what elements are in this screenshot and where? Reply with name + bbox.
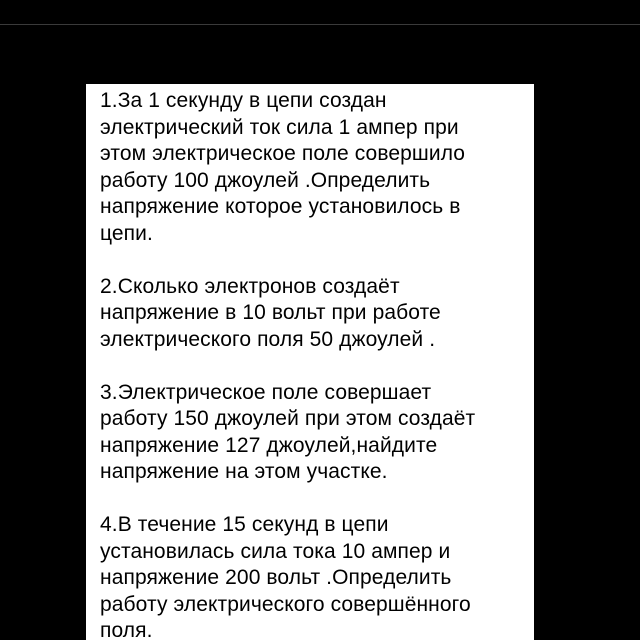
problem-line: работу электрического совершённого (100, 592, 471, 616)
problem-line: напряжение на этом участке. (100, 460, 388, 483)
problem-line: напряжение в 10 вольт при работе (100, 301, 441, 324)
problem-line: работу 100 джоулей .Определить (100, 168, 431, 192)
problem-line: напряжение которое установилось в (100, 195, 461, 218)
problem-line: напряжение 127 джоулей,найдите (100, 433, 438, 457)
problem-line: электрического поля 50 джоулей . (100, 327, 436, 351)
problem-line: 3.Электрическое поле совершает (100, 380, 432, 404)
problem-line: работу 150 джоулей при этом создаёт (100, 407, 476, 430)
problem-line: напряжение 200 вольт .Определить (100, 566, 452, 589)
problem-2 (100, 274, 524, 354)
problem-line: цепи. (100, 221, 153, 245)
problem-line: 4.В течение 15 секунд в цепи (100, 513, 389, 536)
problem-line: 1.За 1 секунду в цепи создан (100, 89, 387, 112)
problem-line: поля. (100, 619, 153, 640)
top-divider (0, 24, 640, 25)
problem-line: 2.Сколько электронов создаёт (100, 274, 400, 298)
problem-4 (100, 512, 524, 640)
problem-line: электрический ток сила 1 ампер при (100, 115, 459, 139)
problem-1 (100, 88, 524, 247)
note-card (86, 84, 534, 640)
problem-line: этом электрическое поле совершило (100, 142, 466, 165)
problem-3 (100, 380, 524, 486)
problem-line: установилась сила тока 10 ампер и (100, 539, 451, 563)
